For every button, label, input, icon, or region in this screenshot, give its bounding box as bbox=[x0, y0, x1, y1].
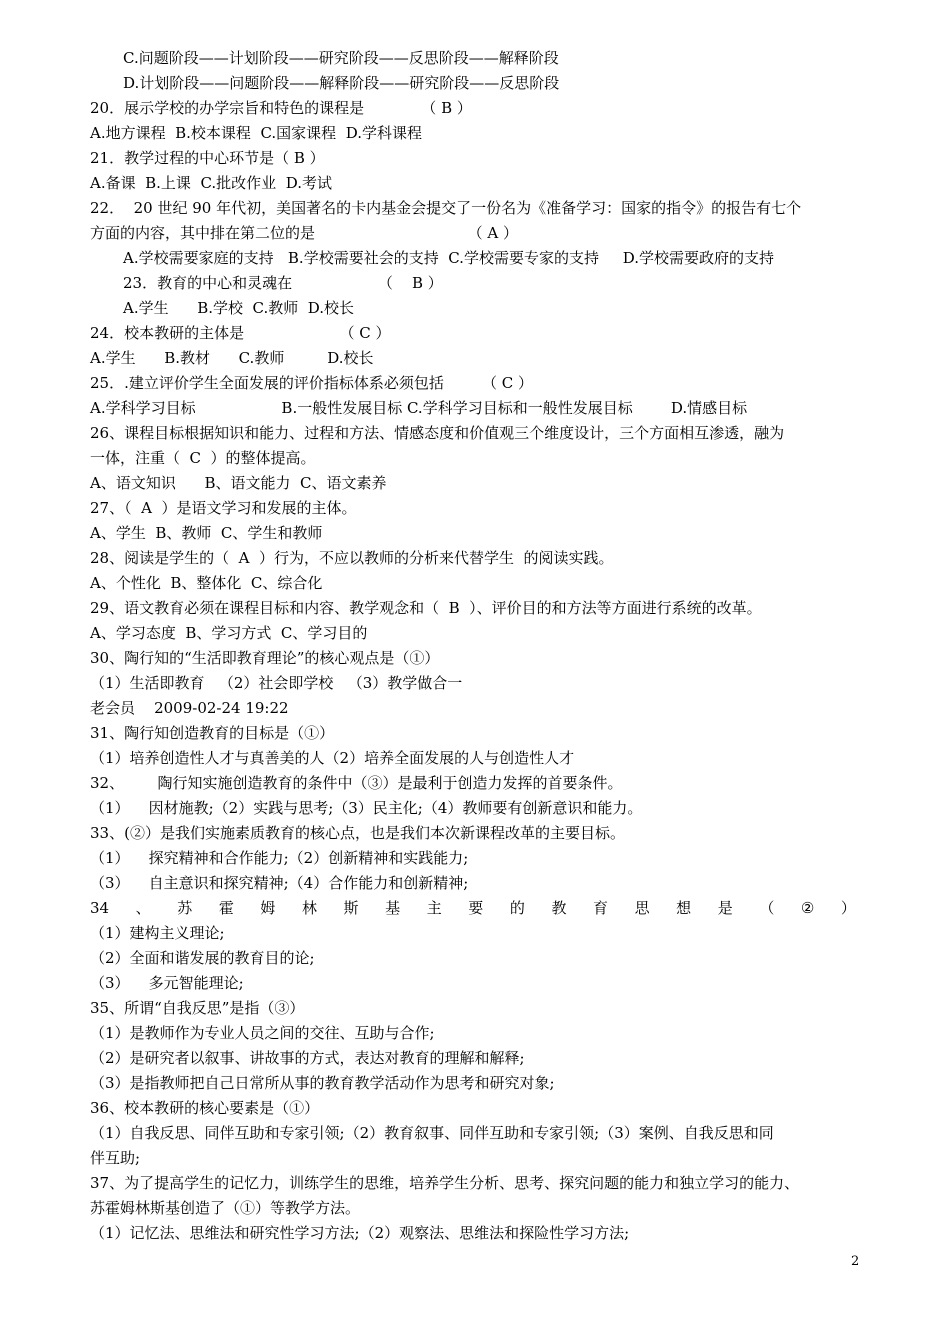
q34-token: 主 bbox=[426, 899, 442, 917]
q34-token: 、 bbox=[135, 899, 151, 917]
text-line: 23．教育的中心和灵魂在 （ B ） bbox=[123, 274, 443, 292]
text-line: 24．校本教研的主体是 （ C ） bbox=[90, 324, 391, 342]
question-34-line bbox=[90, 896, 856, 920]
text-line: 32、 陶行知实施创造教育的条件中（③）是最利于创造力发挥的首要条件。 bbox=[90, 774, 623, 792]
q34-token: 斯 bbox=[343, 899, 359, 917]
q34-token: 育 bbox=[593, 899, 609, 917]
q34-token: ② bbox=[800, 899, 815, 917]
text-line: 20．展示学校的办学宗旨和特色的课程是 （ B ） bbox=[90, 99, 472, 117]
text-line: A.学科学习目标 B.一般性发展目标 C.学科学习目标和一般性发展目标 D.情感目标 bbox=[90, 399, 748, 417]
text-line: （1）生活即教育 （2）社会即学校 （3）教学做合一 bbox=[90, 674, 463, 692]
q34-token: （ bbox=[759, 899, 775, 917]
q34-token: 苏 bbox=[177, 899, 193, 917]
q34-token: 霍 bbox=[218, 899, 234, 917]
page-number: 2 bbox=[851, 1254, 860, 1269]
text-line: 27、（ A ）是语文学习和发展的主体。 bbox=[90, 499, 357, 517]
text-line: A、个性化 B、整体化 C、综合化 bbox=[90, 574, 323, 592]
text-line: 31、陶行知创造教育的目标是（①） bbox=[90, 724, 335, 742]
text-line: 30、陶行知的“生活即教育理论”的核心观点是（①） bbox=[90, 649, 440, 667]
text-line: 28、阅读是学生的（ A ）行为，不应以教师的分析来代替学生 的阅读实践。 bbox=[90, 549, 614, 567]
text-line: （1）自我反思、同伴互助和专家引领;（2）教育叙事、同伴互助和专家引领;（3）案例、自我反思和同 bbox=[90, 1124, 774, 1142]
text-line: 37、为了提高学生的记忆力，训练学生的思维，培养学生分析、思考、探究问题的能力和独立学习的能力、 bbox=[90, 1174, 800, 1192]
text-line: （1）记忆法、思维法和研究性学习方法;（2）观察法、思维法和探险性学习方法; bbox=[90, 1224, 630, 1242]
q34-token: 是 bbox=[717, 899, 733, 917]
text-line: A、学生 B、教师 C、学生和教师 bbox=[90, 524, 323, 542]
q34-token: 想 bbox=[676, 899, 692, 917]
text-line: A、语文知识 B、语文能力 C、语文素养 bbox=[90, 474, 387, 492]
text-line: A、学习态度 B、学习方式 C、学习目的 bbox=[90, 624, 368, 642]
text-line: 伴互助; bbox=[90, 1149, 141, 1167]
text-line: A.备课 B.上课 C.批改作业 D.考试 bbox=[90, 174, 332, 192]
text-line: （1）是教师作为专业人员之间的交往、互助与合作; bbox=[90, 1024, 435, 1042]
q34-token: 的 bbox=[509, 899, 525, 917]
text-line: 一体，注重（ C ）的整体提高。 bbox=[90, 449, 316, 467]
q34-token: 教 bbox=[551, 899, 567, 917]
q34-token: 基 bbox=[385, 899, 401, 917]
text-line: 苏霍姆林斯基创造了（①）等教学方法。 bbox=[90, 1199, 361, 1217]
text-line: （2）全面和谐发展的教育目的论; bbox=[90, 949, 315, 967]
text-line: D.计划阶段——问题阶段——解释阶段——研究阶段——反思阶段 bbox=[123, 74, 560, 92]
text-line: （1）培养创造性人才与真善美的人（2）培养全面发展的人与创造性人才 bbox=[90, 749, 575, 767]
text-line: 33、(②）是我们实施素质教育的核心点，也是我们本次新课程改革的主要目标。 bbox=[90, 824, 625, 842]
text-line: （2）是研究者以叙事、讲故事的方式，表达对教育的理解和解释; bbox=[90, 1049, 525, 1067]
text-line: A.地方课程 B.校本课程 C.国家课程 D.学科课程 bbox=[90, 124, 422, 142]
text-line: 35、所谓“自我反思”是指（③） bbox=[90, 999, 305, 1017]
text-line: A.学校需要家庭的支持 B.学校需要社会的支持 C.学校需要专家的支持 D.学校需要政府的支持 bbox=[123, 249, 775, 267]
text-line: （1） 探究精神和合作能力;（2）创新精神和实践能力; bbox=[90, 849, 469, 867]
text-line: （1） 因材施教;（2）实践与思考;（3）民主化;（4）教师要有创新意识和能力。 bbox=[90, 799, 643, 817]
q34-token: ） bbox=[840, 899, 856, 917]
text-line: （1）建构主义理论; bbox=[90, 924, 225, 942]
text-line: 21．教学过程的中心环节是（ B ） bbox=[90, 149, 325, 167]
text-line: 方面的内容，其中排在第二位的是 （ A ） bbox=[90, 224, 518, 242]
text-line: 老会员 2009-02-24 19:22 bbox=[90, 699, 289, 717]
text-line: （3）是指教师把自己日常所从事的教育教学活动作为思考和研究对象; bbox=[90, 1074, 555, 1092]
q34-token: 要 bbox=[468, 899, 484, 917]
q34-token: 林 bbox=[301, 899, 317, 917]
text-line: 29、语文教育必须在课程目标和内容、教学观念和（ B ）、评价目的和方法等方面进行系统的改革。 bbox=[90, 599, 762, 617]
q34-token: 34 bbox=[90, 899, 110, 917]
text-line: A.学生 B.学校 C.教师 D.校长 bbox=[123, 299, 355, 317]
q34-token: 思 bbox=[634, 899, 650, 917]
text-line: 25．.建立评价学生全面发展的评价指标体系必须包括 （ C ） bbox=[90, 374, 534, 392]
text-line: A.学生 B.教材 C.教师 D.校长 bbox=[90, 349, 374, 367]
q34-token: 姆 bbox=[260, 899, 276, 917]
text-line: C.问题阶段——计划阶段——研究阶段——反思阶段——解释阶段 bbox=[123, 49, 559, 67]
text-line: 22． 20 世纪 90 年代初，美国著名的卡内基金会提交了一份名为《准备学习：国家的指令》的报告有七个 bbox=[90, 199, 802, 217]
text-line: （3） 自主意识和探究精神;（4）合作能力和创新精神; bbox=[90, 874, 469, 892]
text-line: 26、课程目标根据知识和能力、过程和方法、情感态度和价值观三个维度设计，三个方面相互渗透，融为 bbox=[90, 424, 785, 442]
text-line: 36、校本教研的核心要素是（①） bbox=[90, 1099, 320, 1117]
text-line: （3） 多元智能理论; bbox=[90, 974, 244, 992]
